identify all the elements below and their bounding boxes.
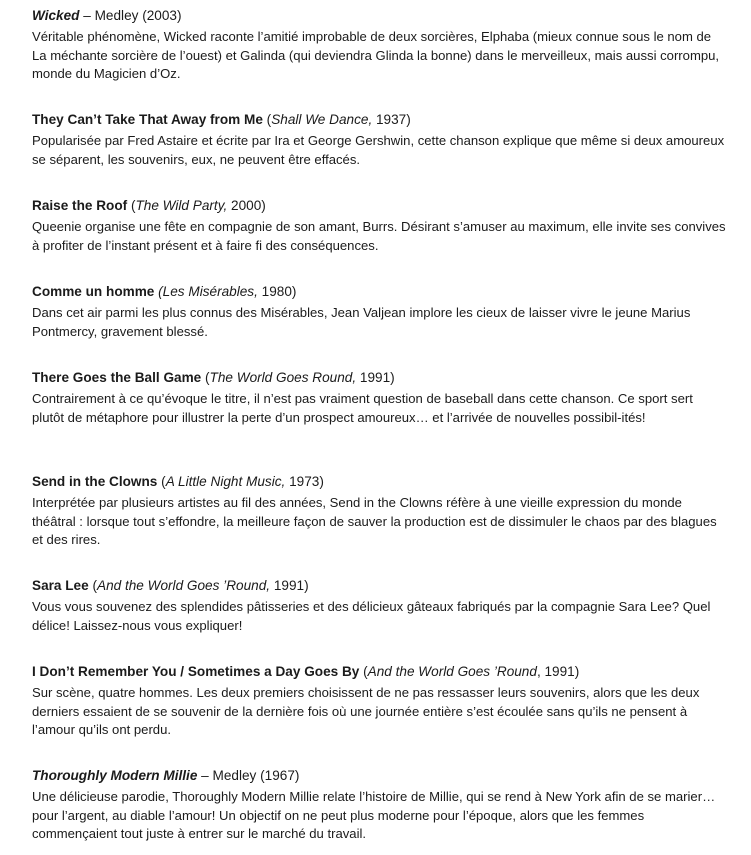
song-heading (32, 197, 731, 215)
song-title: There Goes the Ball Game (32, 370, 202, 385)
show-title: Les Misérables, (162, 284, 258, 299)
song-heading (32, 369, 731, 387)
song-year: 1991) (356, 370, 395, 385)
heading-separator: – (197, 768, 213, 783)
show-title: And the World Goes ’Round (367, 664, 537, 679)
song-year: 2000) (227, 198, 266, 213)
song-heading (32, 473, 731, 491)
show-title: The Wild Party, (135, 198, 228, 213)
song-heading (32, 111, 731, 129)
song-description: Une délicieuse parodie, Thoroughly Modern Millie relate l’histoire de Millie, qui se rend à New York afin de se marier… pour l’argent, au diable l’amour! Un objectif on ne peut plus moderne pour l’époque, alors que les femmes commençaient tout juste à entrer sur le marché du travail. (32, 789, 716, 841)
song-description: Contrairement à ce qu’évoque le titre, il n’est pas vraiment question de baseball dans cette chanson. Ce sport sert plutôt de métaphore pour illustrer la perte d’un prospect amoureux… et l’arrivée de nouvelles possibil-ités! (32, 391, 693, 425)
show-title: The World Goes Round, (209, 370, 357, 385)
song-description: Interprétée par plusieurs artistes au fil des années, Send in the Clowns réfère à une vieille expression du monde théâtral : lorsque tout s’effondre, la meilleure façon de sauver la production est de dissimuler le chaos par des blagues et des rires. (32, 495, 717, 547)
song-title: Thoroughly Modern Millie (32, 768, 198, 783)
song-year: , 1991) (536, 664, 580, 679)
paren-open: ( (127, 198, 136, 213)
song-title: Comme un homme (32, 284, 155, 299)
song-heading (32, 283, 731, 301)
show-title: A Little Night Music, (165, 474, 286, 489)
song-year: 1980) (257, 284, 297, 299)
song-title: Sara Lee (32, 578, 89, 593)
paren-open: ( (154, 284, 163, 299)
song-entry-send-in-the-clowns (32, 473, 731, 577)
song-entry-sara-lee (32, 577, 731, 663)
song-entry-wicked (32, 7, 731, 111)
song-entry-there-goes-the-ball-game (32, 369, 731, 473)
medley-label: Medley (212, 768, 257, 783)
show-title: Shall We Dance, (271, 112, 373, 127)
show-title: And the World Goes ’Round, (97, 578, 271, 593)
song-description: Dans cet air parmi les plus connus des Misérables, Jean Valjean implore les cieux de laisser vivre le jeune Marius Pontmercy, gravement blessé. (32, 305, 691, 339)
song-year: (1967) (256, 768, 300, 783)
song-entry-i-dont-remember-you (32, 663, 731, 767)
song-title: Wicked (32, 8, 80, 23)
song-year: 1937) (372, 112, 411, 127)
song-year: 1991) (270, 578, 309, 593)
song-description: Queenie organise une fête en compagnie de son amant, Burrs. Désirant s’amuser au maximum, elle invite ses convives à profiter de l’instant présent et à faire fi des conséquences. (32, 219, 726, 253)
song-title: Send in the Clowns (32, 474, 158, 489)
song-description: Vous vous souvenez des splendides pâtisseries et des délicieux gâteaux fabriqués par la compagnie Sara Lee? Quel délice! Laissez-nous vous expliquer! (32, 599, 711, 633)
paren-open: ( (88, 578, 97, 593)
song-entry-thoroughly-modern-millie (32, 767, 731, 853)
song-heading (32, 663, 731, 681)
song-year: 1973) (285, 474, 324, 489)
medley-label: Medley (94, 8, 139, 23)
paren-open: ( (262, 112, 272, 127)
paren-open: ( (157, 474, 166, 489)
song-description: Véritable phénomène, Wicked raconte l’amitié improbable de deux sorcières, Elphaba (mieux connue sous le nom de La méchante sorcière de l’ouest) et Galinda (qui deviendra Glinda la bonne) dans le merveilleux, mais aussi corrompu, monde du Magicien d’Oz. (32, 29, 720, 81)
paren-open: ( (359, 664, 368, 679)
paren-open: ( (201, 370, 210, 385)
song-year: (2003) (138, 8, 182, 23)
song-title: Raise the Roof (32, 198, 128, 213)
song-entry-comme-un-homme (32, 283, 731, 369)
song-title: I Don’t Remember You / Sometimes a Day Goes By (32, 664, 360, 679)
song-heading (32, 7, 731, 25)
heading-separator: – (79, 8, 95, 23)
song-entry-raise-the-roof (32, 197, 731, 283)
song-entry-they-cant-take-that-away (32, 111, 731, 197)
song-heading (32, 577, 731, 595)
song-description: Popularisée par Fred Astaire et écrite par Ira et George Gershwin, cette chanson explique que même si deux amoureux se séparent, les souvenirs, eux, ne peuvent être effacés. (32, 133, 725, 167)
song-description: Sur scène, quatre hommes. Les deux premiers choisissent de ne pas ressasser leurs souvenirs, alors que les deux derniers essaient de se souvenir de la dernière fois où une journée entière s’est écoulée sans qu’ils ne pensent à l’amour qu’ils ont perdu. (32, 685, 700, 737)
song-title: They Can’t Take That Away from Me (32, 112, 263, 127)
song-heading (32, 767, 731, 785)
